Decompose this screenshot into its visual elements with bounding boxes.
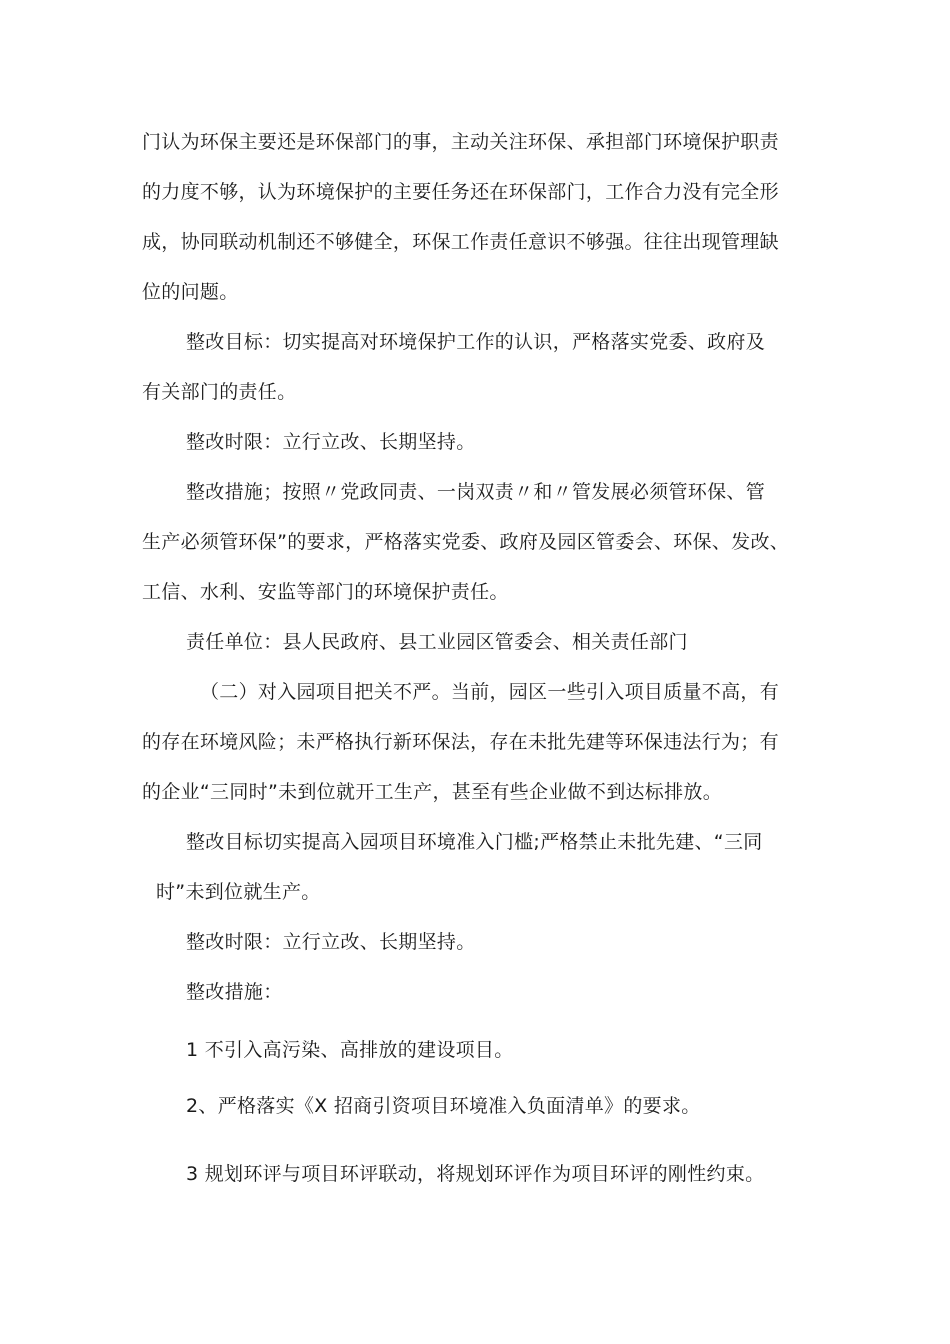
paragraph-line-3: 成，协同联动机制还不够健全，环保工作责任意识不够强。往往出现管理缺	[142, 231, 779, 253]
paragraph-line-1: 门认为环保主要还是环保部门的事，主动关注环保、承担部门环境保护职责	[142, 131, 779, 153]
rectification-goal-2-cont: 时”未到位就生产。	[156, 881, 321, 903]
rectification-measures-2: 整改措施：	[186, 981, 283, 1003]
measure-item-2: 2、严格落实《X 招商引资项目环境准入负面清单》的要求。	[186, 1095, 701, 1117]
rectification-measures-1-cont-a: 生产必须管环保”的要求，严格落实党委、政府及园区管委会、环保、发改、	[142, 531, 790, 553]
rectification-measures-1-cont-b: 工信、水利、安监等部门的环境保护责任。	[142, 581, 509, 603]
measure-item-3: 3 规划环评与项目环评联动，将规划环评作为项目环评的刚性约束。	[186, 1163, 765, 1185]
paragraph-line-2: 的力度不够，认为环境保护的主要任务还在环保部门，工作合力没有完全形	[142, 181, 779, 203]
section-2-heading: （二）对入园项目把关不严。当前，园区一些引入项目质量不高，有	[200, 681, 780, 703]
rectification-goal-2: 整改目标切实提高入园项目环境准入门槛;严格禁止未批先建、“三同	[186, 831, 763, 853]
measure-item-1: 1 不引入高污染、高排放的建设项目。	[186, 1039, 514, 1061]
rectification-goal-1: 整改目标：切实提高对环境保护工作的认识，严格落实党委、政府及	[186, 331, 766, 353]
section-2-line-3: 的企业“三同时”未到位就开工生产，甚至有些企业做不到达标排放。	[142, 781, 722, 803]
paragraph-line-4: 位的问题。	[142, 281, 239, 303]
section-2-line-2: 的存在环境风险；未严格执行新环保法，存在未批先建等环保违法行为；有	[142, 731, 779, 753]
rectification-deadline-2: 整改时限：立行立改、长期坚持。	[186, 931, 476, 953]
rectification-deadline-1: 整改时限：立行立改、长期坚持。	[186, 431, 476, 453]
responsible-unit-1: 责任单位：县人民政府、县工业园区管委会、相关责任部门	[186, 631, 688, 653]
rectification-measures-1: 整改措施；按照〃党政同责、一岗双责〃和〃管发展必须管环保、管	[186, 481, 766, 503]
rectification-goal-1-cont: 有关部门的责任。	[142, 381, 297, 403]
